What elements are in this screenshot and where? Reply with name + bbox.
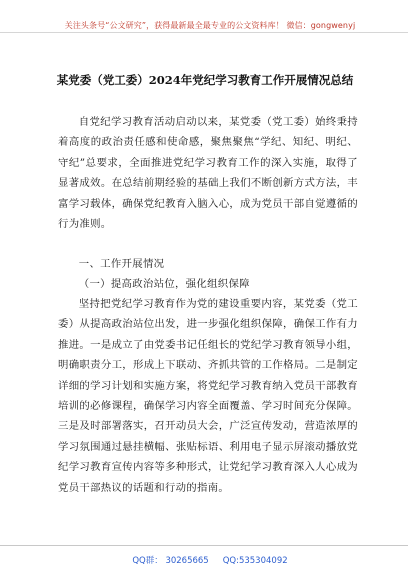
footer-contact xyxy=(100,554,320,566)
header-divider xyxy=(0,32,408,33)
footer-qq-group: QQ群： 30265665 xyxy=(132,556,209,566)
section-heading: 一、工作开展情况 xyxy=(78,258,165,270)
intro-paragraph: 自党纪学习教育活动启动以来，某党委（党工委）始终秉持着高度的政治责任感和使命感，聚焦聚焦“学纪、知纪、明纪、守纪”总要求，全面推进党纪学习教育工作的深入实施，取得了显著成效。在总结前期经验的基础上我们不断创新方式方法，丰富学习载体，确保党纪教育入脑入心，成为党员干部自觉遵循的行为准则。 xyxy=(58,116,358,231)
footer-divider xyxy=(0,545,408,546)
header-ad-text: 关注头条号“公文研究”，获得最新最全最专业的公文资料库！ 微信：gongwenyj xyxy=(64,21,356,30)
document-title: 某党委（党工委）2024年党纪学习教育工作开展情况总结 xyxy=(56,73,354,87)
subsection-body-paragraph: 坚持把党纪学习教育作为党的建设重要内容，某党委（党工委）从提高政治站位出发，进一步强化组织保障，确保工作有力推进。一是成立了由党委书记任组长的党纪学习教育领导小组，明确职责分工，形成上下联动、齐抓共管的工作格局。二是制定详细的学习计划和实施方案，将党纪学习教育纳入党员干部教育培训的必修课程，确保学习内容全面覆盖、学习时间充分保障。三是及时部署落实，召开动员大会，广泛宣传发动，营造浓厚的学习氛围通过悬挂横幅、张贴标语、利用电子显示屏滚动播放党纪学习教育宣传内容等多种形式，让党纪学习教育深入人心成为党员干部热议的话题和行动的指南。 xyxy=(58,298,358,494)
footer-qq-number: QQ:535304092 xyxy=(222,556,288,566)
subsection-heading: （一）提高政治站位，强化组织保障 xyxy=(78,278,250,290)
